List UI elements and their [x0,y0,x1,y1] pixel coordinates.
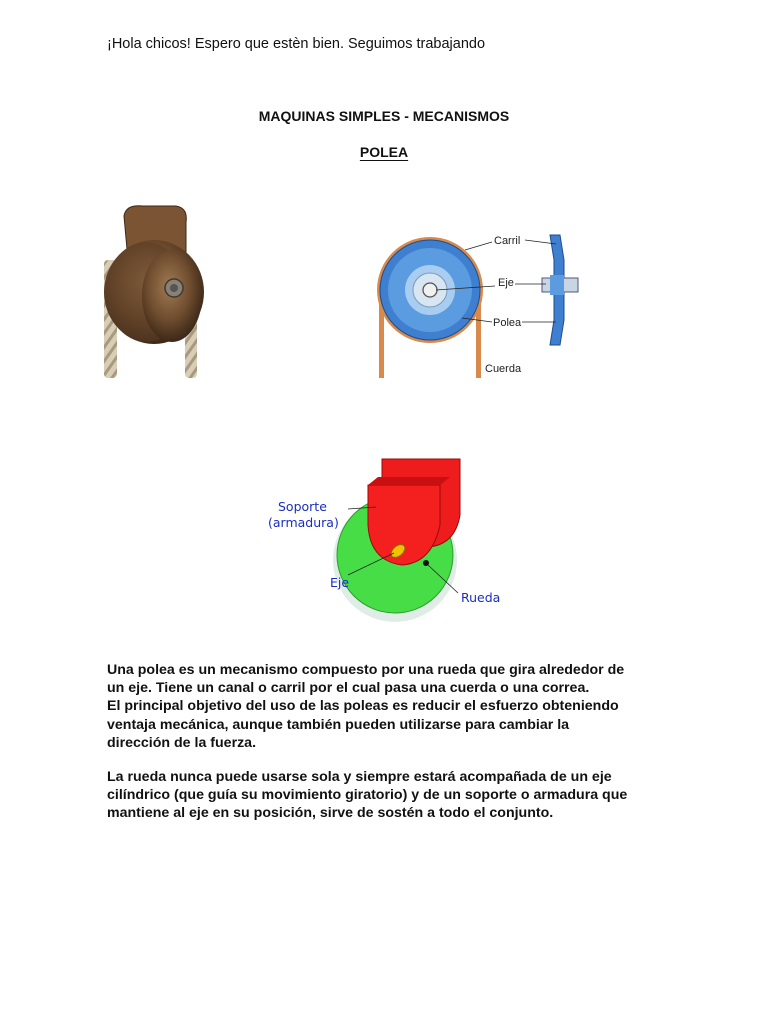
label-cuerda: Cuerda [485,363,522,375]
paragraph-line: Una polea es un mecanismo compuesto por una rueda que gira alrededor de [107,662,625,678]
paragraph-line: ventaja mecánica, aunque también pueden utilizarse para cambiar la [107,716,570,733]
paragraph-line: El principal objetivo del uso de las poleas es reducir el esfuerzo obteniendo [107,698,619,715]
paragraph-line: un eje. Tiene un canal o carril por el cual pasa una cuerda o una correa. [107,680,590,697]
page-title: MAQUINAS SIMPLES - MECANISMOS [258,108,510,124]
subtitle-text: POLEA [359,144,409,160]
label-polea: Polea [493,317,522,329]
pulley-photo [98,200,218,382]
label-soporte: Soporte [278,499,327,514]
label-carril: Carril [494,235,521,247]
greeting-text: ¡Hola chicos! Espero que estèn bien. Seguimos trabajando [107,36,486,52]
paragraph-line: cilíndrico (que guía su movimiento giratorio) y de un soporte o armadura que [107,787,628,804]
paragraph-line: mantiene al eje en su posición, sirve de sostén a todo el conjunto. [107,805,554,822]
section-subtitle [0,144,768,160]
components-paragraph [107,768,667,823]
wheel-support-diagram [250,455,520,625]
label-armadura: (armadura) [268,515,339,530]
paragraph-line: dirección de la fuerza. [107,734,257,751]
definition-paragraph [107,661,667,752]
label-rueda: Rueda [461,590,501,605]
pulley-labeled-diagram [370,220,590,385]
paragraph-line: La rueda nunca puede usarse sola y siempre estará acompañada de un eje [107,769,612,785]
label-eje: Eje [498,277,514,289]
label-eje-wheel: Eje [330,575,350,590]
